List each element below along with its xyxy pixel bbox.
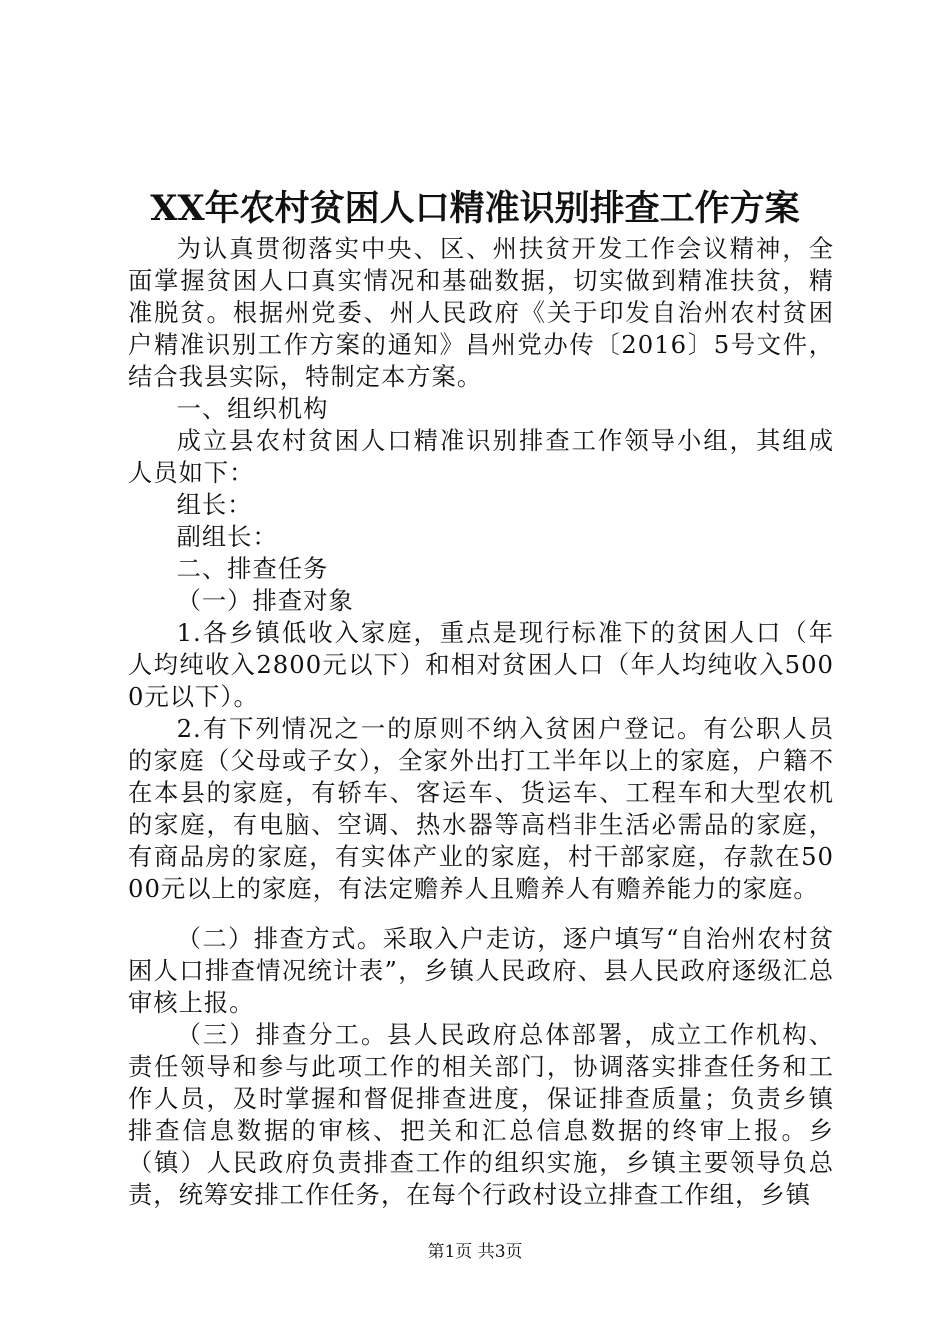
paragraph-division: （三）排查分工。县人民政府总体部署，成立工作机构、责任领导和参与此项工作的相关部门，协调落实排查任务和工作人员，及时掌握和督促排查进度，保证排查质量；负责乡镇排查信息数据的审核、把关和汇总信息数据的终审上报。乡（镇）人民政府负责排查工作的组织实施，乡镇主要领导负总责，统筹安排工作任务，在每个行政村设立排查工作组，乡镇: [128, 1020, 834, 1209]
item-deputy-leader: 副组长：: [176, 522, 278, 551]
item-group-leader: 组长：: [176, 490, 253, 519]
paragraph-target-1: 1.各乡镇低收入家庭，重点是现行标准下的贫困人口（年人均纯收入2800元以下）和相对贫困人口（年人均纯收入5000元以下）。: [128, 618, 834, 711]
page-number: 第1页 共3页: [427, 1242, 523, 1262]
heading-organization: 一、组织机构: [176, 394, 329, 423]
document-title: XX年农村贫困人口精准识别排查工作方案: [150, 188, 800, 229]
paragraph-leading-group: 成立县农村贫困人口精准识别排查工作领导小组，其组成人员如下：: [128, 426, 834, 487]
heading-tasks: 二、排查任务: [176, 554, 329, 583]
paragraph-method: （二）排查方式。采取入户走访，逐户填写“自治州农村贫困人口排查情况统计表”，乡镇人民政府、县人民政府逐级汇总审核上报。: [128, 924, 834, 1017]
paragraph-target-2: 2.有下列情况之一的原则不纳入贫困户登记。有公职人员的家庭（父母或子女），全家外出打工半年以上的家庭，户籍不在本县的家庭，有轿车、客运车、货运车、工程车和大型农机的家庭，有电脑、空调、热水器等高档非生活必需品的家庭，有商品房的家庭，有实体产业的家庭，村干部家庭，存款在5000元以上的家庭，有法定赡养人且赡养人有赡养能力的家庭。: [128, 714, 834, 903]
document-body: [128, 233, 834, 1211]
paragraph-intro: 为认真贯彻落实中央、区、州扶贫开发工作会议精神，全面掌握贫困人口真实情况和基础数据，切实做到精准扶贫，精准脱贫。根据州党委、州人民政府《关于印发自治州农村贫困户精准识别工作方案的通知》昌州党办传〔2016〕5号文件，结合我县实际，特制定本方案。: [128, 234, 834, 391]
subheading-targets: （一）排查对象: [176, 586, 354, 615]
